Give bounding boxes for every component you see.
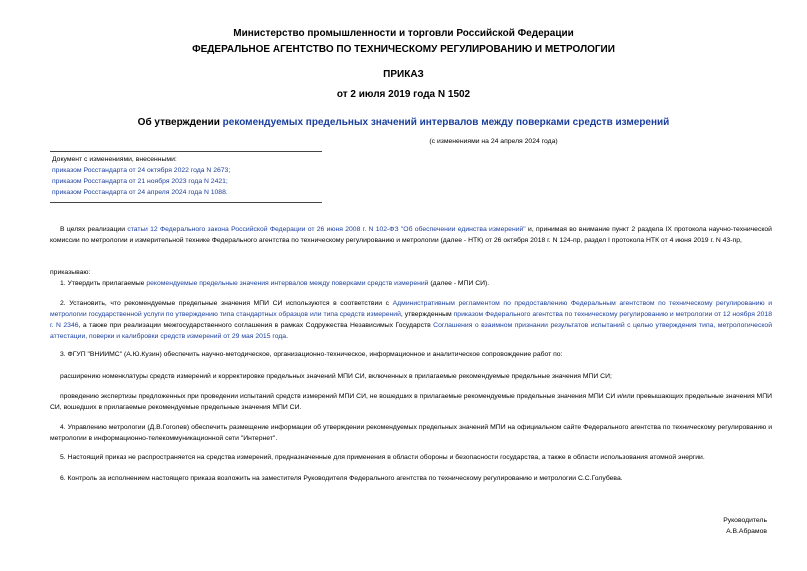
p2-text: , утвержденным	[400, 311, 454, 318]
paragraph-2	[50, 298, 772, 342]
order-link[interactable]: приказом Федерального агентства по техническому регулированию и метрологии от 12 ноября 2018 г. N 2346	[50, 311, 772, 329]
intro-text: В целях реализации	[60, 226, 128, 233]
p2-text: 2. Установить, что рекомендуемые предельные значения МПИ СИ используются в соответствии с	[60, 300, 393, 307]
intro-text: и, принимая во внимание пункт 2 раздела IX протокола научно-технической комиссии по метрологии и измерительной технике Федерального агентства по техническому регулированию и метрологии (далее - НТК) от 26 октября 2018 г. N 124-пр, раздел I протокола НТК от 4 июня 2019 г. N 43-пр,	[50, 226, 772, 244]
amendments-heading: Документ с изменениями, внесенными:	[52, 156, 177, 163]
regulation-link[interactable]: Административным регламентом по предоставлению Федеральным агентством по техническому регулированию и метрологии государственной услуги по утверждению типа стандартных образцов или типа средств измерений	[50, 300, 772, 318]
title-link[interactable]: рекомендуемых предельных значений интервалов между поверками средств измерений	[222, 117, 670, 128]
paragraph-3a: расширению номенклатуры средств измерений и корректировке предельных значений МПИ СИ, включенных в прилагаемые рекомендуемые предельные значения МПИ СИ;	[60, 373, 612, 380]
amendment-link[interactable]: приказом Росстандарта от 24 апреля 2024 года N 1088.	[52, 189, 228, 196]
ministry-name: Министерство промышленности и торговли Российской Федерации	[233, 28, 574, 39]
law-link[interactable]: статьи 12 Федерального закона Российской Федерации от 26 июня 2008 г. N 102-ФЗ "Об обеспечении единства измерений"	[127, 226, 526, 233]
p1-text: 1. Утвердить прилагаемые	[60, 280, 147, 287]
paragraph-4: 4. Управлению метрологии (Д.В.Гоголев) обеспечить размещение информации об утверждении рекомендуемых предельных значений МПИ на официальном сайте Федерального агентства по техническому регулированию и метрологии в информационно-телекоммуникационной сети "Интернет".	[50, 424, 772, 442]
paragraph-3b: проведению экспертизы предложенных при проведении испытаний средств измерений МПИ СИ, не вошедших в прилагаемые рекомендуемые предельные значения МПИ СИ и/или превышающих предельные значения МПИ СИ, вошедших в прилагаемые рекомендуемые предельные значения МПИ СИ.	[50, 393, 772, 411]
agreement-link[interactable]: Соглашения о взаимном признании результатов испытаний с целью утверждения типа, метрологической аттестации, поверки и калибровки средств измерений от 29 мая 2015 года	[50, 322, 772, 340]
intro-paragraph	[50, 224, 772, 246]
p1-text: (далее - МПИ СИ).	[428, 280, 490, 287]
signature-name: А.В.Абрамов	[726, 528, 767, 535]
amendments-block	[52, 154, 332, 198]
document-type: ПРИКАЗ	[383, 69, 424, 80]
amendments-bottom-divider	[50, 202, 322, 203]
values-link[interactable]: рекомендуемые предельные значения интервалов между поверками средств измерений	[146, 280, 429, 287]
amendment-link[interactable]: приказом Росстандарта от 21 ноября 2023 года N 2421;	[52, 178, 228, 185]
p2-text: .	[286, 333, 288, 340]
p2-text: , а также при реализации межгосударственного соглашения в рамках Содружества Независимых Государств	[78, 322, 434, 329]
document-date: от 2 июля 2019 года N 1502	[336, 89, 471, 100]
paragraph-6: 6. Контроль за исполнением настоящего приказа возложить на заместителя Руководителя Федерального агентства по техническому регулированию и метрологии С.С.Голубева.	[60, 475, 623, 482]
signature-block	[723, 515, 767, 537]
amendments-top-divider	[50, 151, 322, 152]
agency-name: ФЕДЕРАЛЬНОЕ АГЕНТСТВО ПО ТЕХНИЧЕСКОМУ РЕГУЛИРОВАНИЮ И МЕТРОЛОГИИ	[192, 44, 615, 55]
page-title	[0, 117, 807, 128]
title-prefix: Об утверждении	[137, 117, 223, 128]
order-word: приказываю:	[50, 269, 91, 276]
paragraph-1	[50, 278, 772, 289]
changes-note: (с изменениями на 24 апреля 2024 года)	[429, 138, 558, 145]
signature-role: Руководитель	[723, 517, 767, 524]
paragraph-5: 5. Настоящий приказ не распространяется на средства измерений, предназначенные для применения в области обороны и безопасности государства, а также в области использования атомной энергии.	[60, 454, 705, 461]
paragraph-3: 3. ФГУП "ВНИИМС" (А.Ю.Кузин) обеспечить научно-методическое, организационно-техническое, информационное и аналитическое сопровождение работ по:	[60, 351, 563, 358]
amendment-link[interactable]: приказом Росстандарта от 24 октября 2022 года N 2673;	[52, 167, 231, 174]
